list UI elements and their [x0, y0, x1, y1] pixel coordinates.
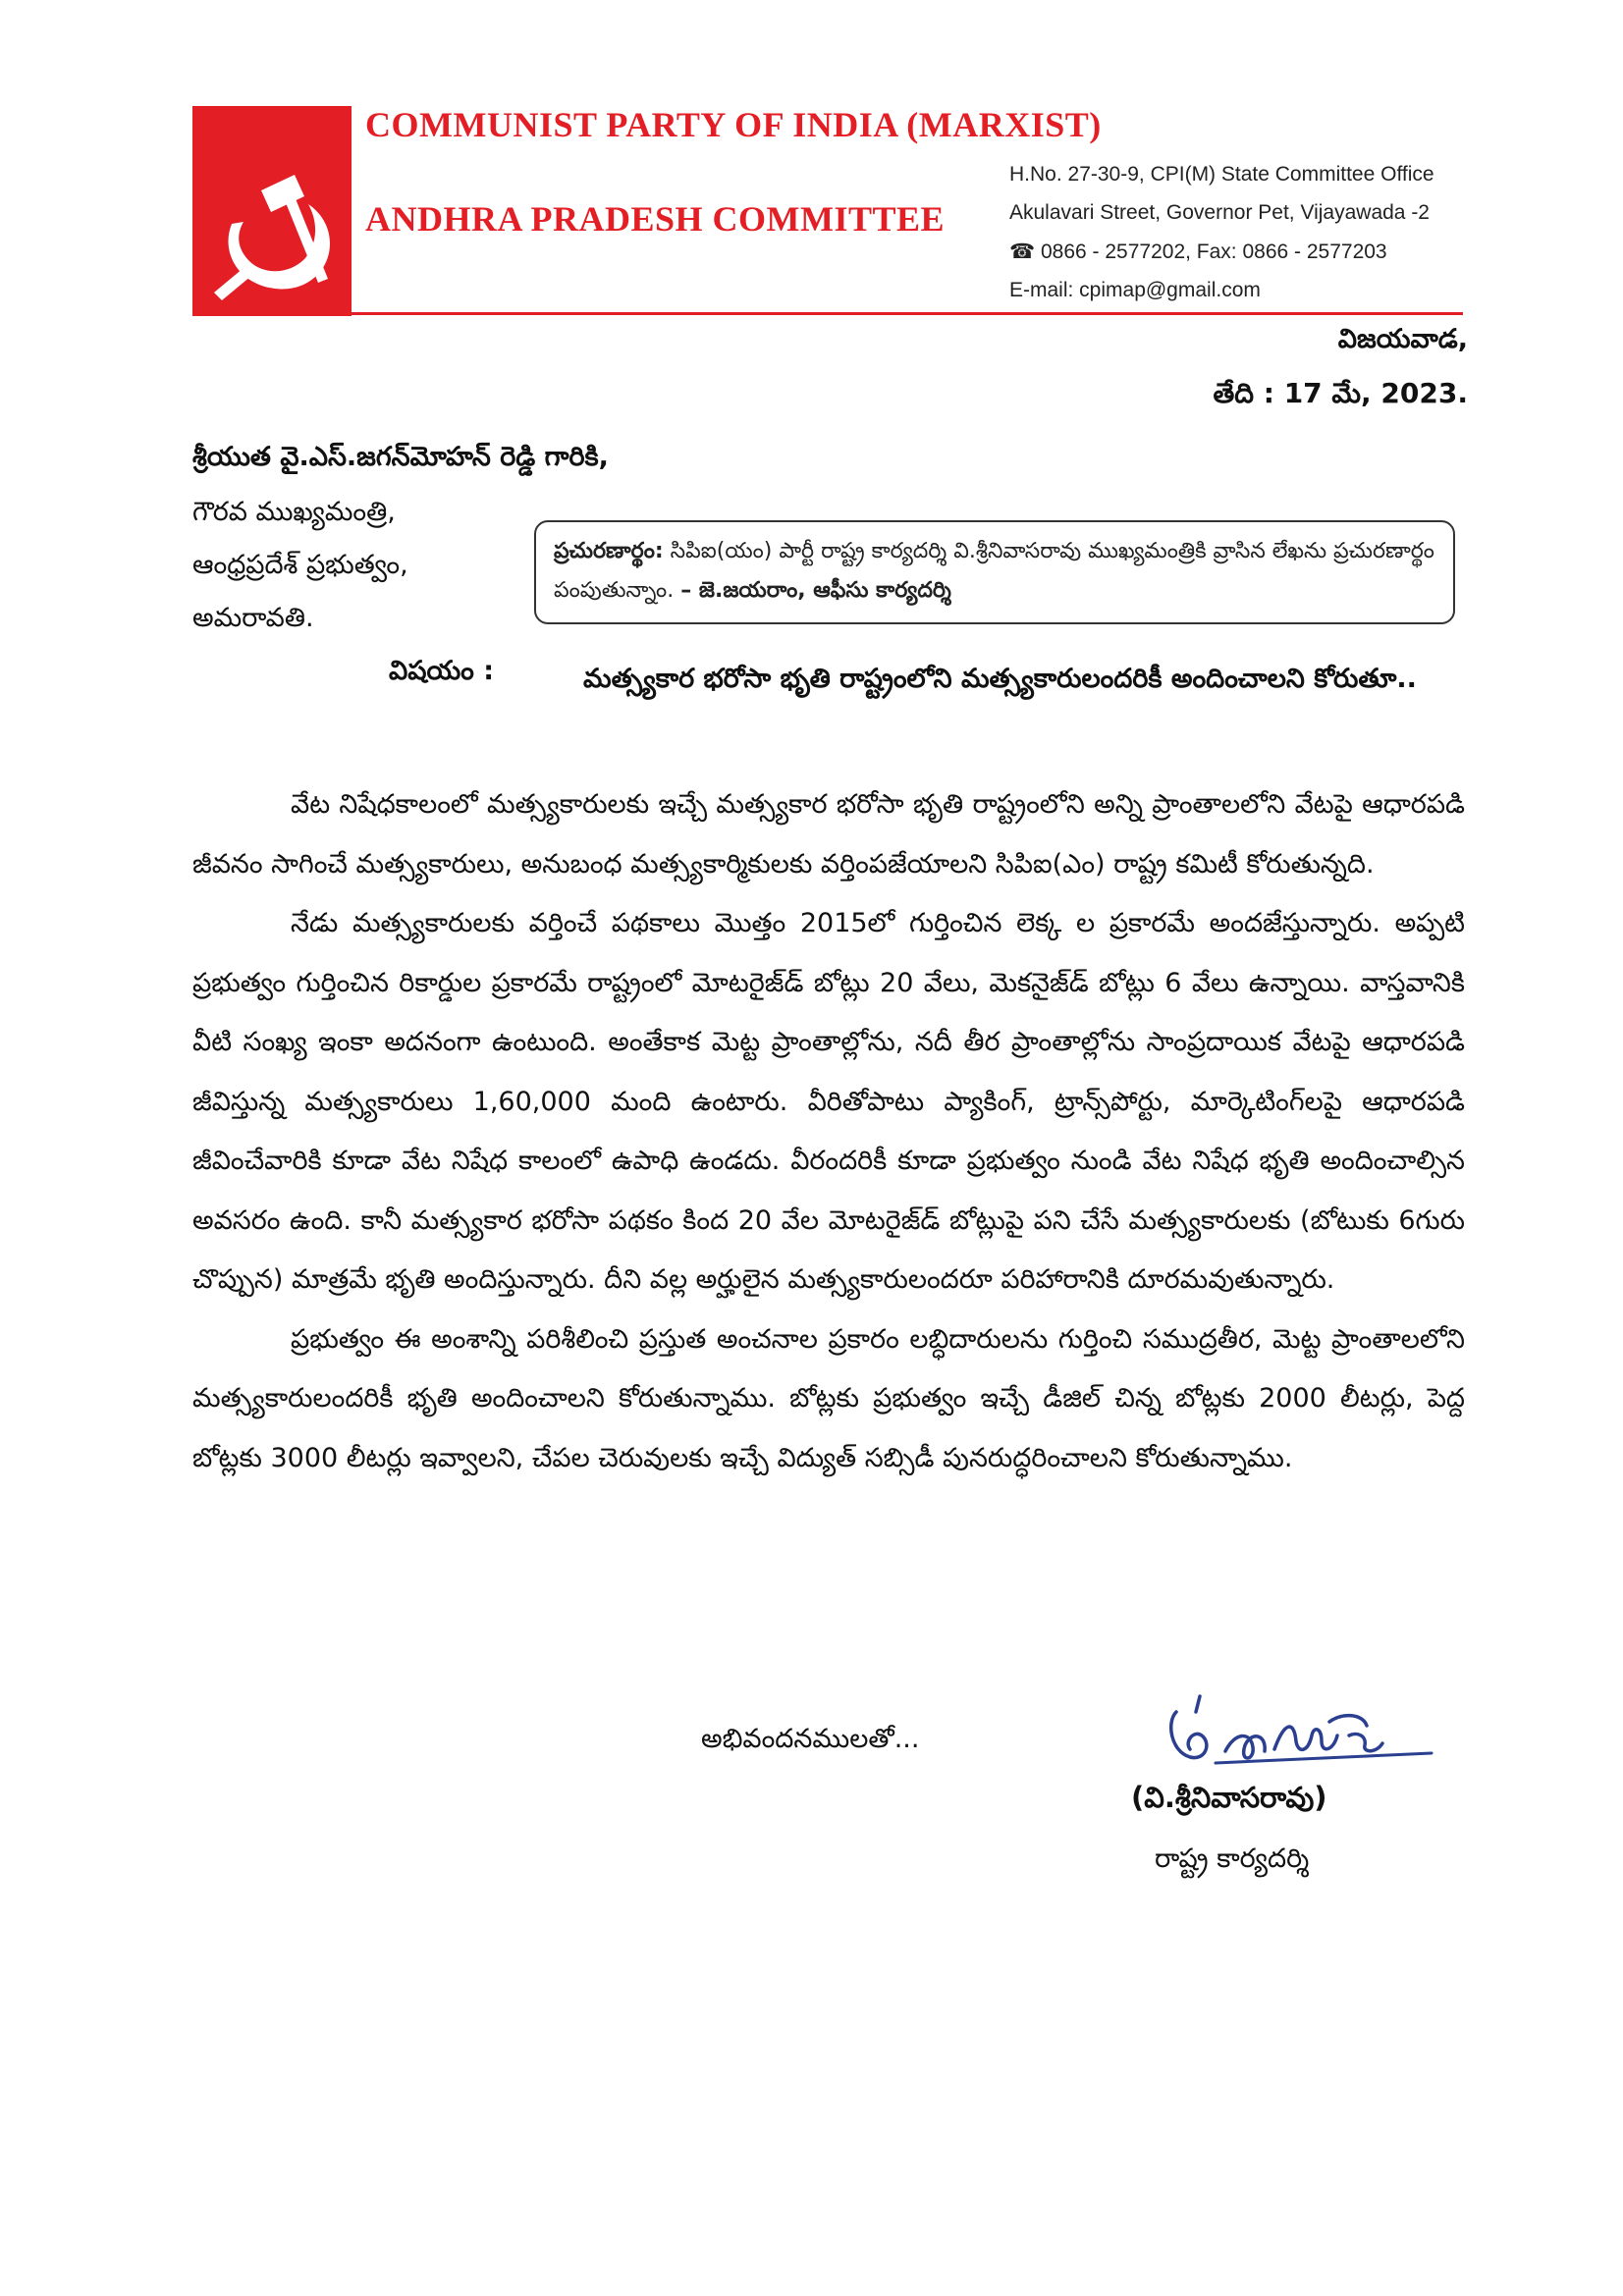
- place: విజయవాడ,: [1337, 324, 1468, 354]
- press-note-text: సిపిఐ(యం) పార్టీ రాష్ట్ర కార్యదర్శి వి.శ్రీనివాసరావు ముఖ్యమంత్రికి వ్రాసిన లేఖను ప్రచురణార్థం పంపుతున్నాం.: [554, 539, 1434, 603]
- email-line: E-mail: cpimap@gmail.com: [1009, 279, 1261, 301]
- addressee-line-2: గౌరవ ముఖ్యమంత్రి,: [192, 497, 396, 527]
- party-logo: [192, 106, 352, 316]
- letterhead-divider: [192, 312, 1463, 315]
- hammer-sickle-icon: [192, 106, 352, 316]
- org-committee: ANDHRA PRADESH COMMITTEE: [365, 199, 946, 239]
- org-name: COMMUNIST PARTY OF INDIA (MARXIST): [365, 105, 1102, 144]
- addressee-line-3: ఆంధ్రప్రదేశ్ ప్రభుత్వం,: [192, 550, 408, 580]
- subject-text: మత్స్యకార భరోసా భృతి రాష్ట్రంలోని మత్స్యకారులందరికీ అందించాలని కోరుతూ..: [583, 664, 1417, 694]
- addressee-line-4: అమరావతి.: [192, 603, 314, 633]
- press-note-label: ప్రచురణార్థం:: [554, 539, 664, 563]
- closing-salutation: అభివందనములతో...: [701, 1724, 920, 1754]
- signer-name: (వి.శ్రీనివాసరావు): [1131, 1781, 1327, 1814]
- phone-fax-text: 0866 - 2577202, Fax: 0866 - 2577203: [1041, 240, 1387, 263]
- signer-title: రాష్ట్ర కార్యదర్శి: [1155, 1843, 1310, 1874]
- body-paragraph-2: నేడు మత్స్యకారులకు వర్తించే పథకాలు మొత్తం 2015లో గుర్తించిన లెక్క ల ప్రకారమే అందజేస్తున్నారు. అప్పటి ప్రభుత్వం గుర్తించిన రికార్డుల ప్రకారమే రాష్ట్రంలో మోటరైజ్‌డ్ బోట్లు 20 వేలు, మెకనైజ్‌డ్ బోట్లు 6 వేలు ఉన్నాయి. వాస్తవానికి వీటి సంఖ్య ఇంకా అదనంగా ఉంటుంది. అంతేకాక మెట్ట ప్రాంతాల్లోను, నదీ తీర ప్రాంతాల్లోను సాంప్రదాయిక వేటపై ఆధారపడి జీవిస్తున్న మత్స్యకారులు 1,60,000 మంది ఉంటారు. వీరితోపాటు ప్యాకింగ్, ట్రాన్స్‌పోర్టు, మార్కెటింగ్‌లపై ఆధారపడి జీవించేవారికి కూడా వేట నిషేధ కాలంలో ఉపాధి ఉండదు. వీరందరికీ కూడా ప్రభుత్వం నుండి వేట నిషేధ భృతి అందించాల్సిన అవసరం ఉంది. కానీ మత్స్యకార భరోసా పథకం కింద 20 వేల మోటరైజ్‌డ్ బోట్లుపై పని చేసే మత్స్యకారులకు (బోటుకు 6గురు చొప్పున) మాత్రమే భృతి అందిస్తున్నారు. దీని వల్ల అర్హులైన మత్స్యకారులందరూ పరిహారానికి దూరమవుతున్నారు.: [192, 908, 1465, 1295]
- date: తేది : 17 మే, 2023.: [1213, 377, 1468, 409]
- addressee-name: శ్రీయుత వై.ఎస్.జగన్‌మోహన్ రెడ్డి గారికి,: [192, 442, 609, 472]
- letter-body: [192, 775, 1465, 1488]
- address-line-2: Akulavari Street, Governor Pet, Vijayawada -2: [1009, 201, 1430, 224]
- press-note-box: [534, 520, 1455, 624]
- body-paragraph-3: ప్రభుత్వం ఈ అంశాన్ని పరిశీలించి ప్రస్తుత అంచనాల ప్రకారం లబ్ధిదారులను గుర్తించి సముద్రతీర, మెట్ట ప్రాంతాలలోని మత్స్యకారులందరికీ భృతి అందించాలని కోరుతున్నాము. బోట్లకు ప్రభుత్వం ఇచ్చే డీజిల్ చిన్న బోట్లకు 2000 లీటర్లు, పెద్ద బోట్లకు 3000 లీటర్లు ఇవ్వాలని, చేపల చెరువులకు ఇచ్చే విద్యుత్ సబ్సిడీ పునరుద్ధరించాలని కోరుతున్నాము.: [192, 1323, 1465, 1473]
- handwritten-signature: [1157, 1692, 1451, 1785]
- press-note-signoff: – జె.జయరాం, ఆఫీసు కార్యదర్శి: [680, 578, 951, 603]
- telephone-icon: ☎: [1009, 240, 1041, 263]
- phone-line: [1009, 240, 1387, 264]
- subject-label: విషయం :: [389, 656, 495, 686]
- address-line-1: H.No. 27-30-9, CPI(M) State Committee Office: [1009, 163, 1434, 186]
- body-paragraph-1: వేట నిషేధకాలంలో మత్స్యకారులకు ఇచ్చే మత్స్యకార భరోసా భృతి రాష్ట్రంలోని అన్ని ప్రాంతాలలోని వేటపై ఆధారపడి జీవనం సాగించే మత్స్యకారులు, అనుబంధ మత్స్యకార్మికులకు వర్తింపజేయాలని సిపిఐ(ఎం) రాష్ట్ర కమిటీ కోరుతున్నది.: [192, 789, 1465, 880]
